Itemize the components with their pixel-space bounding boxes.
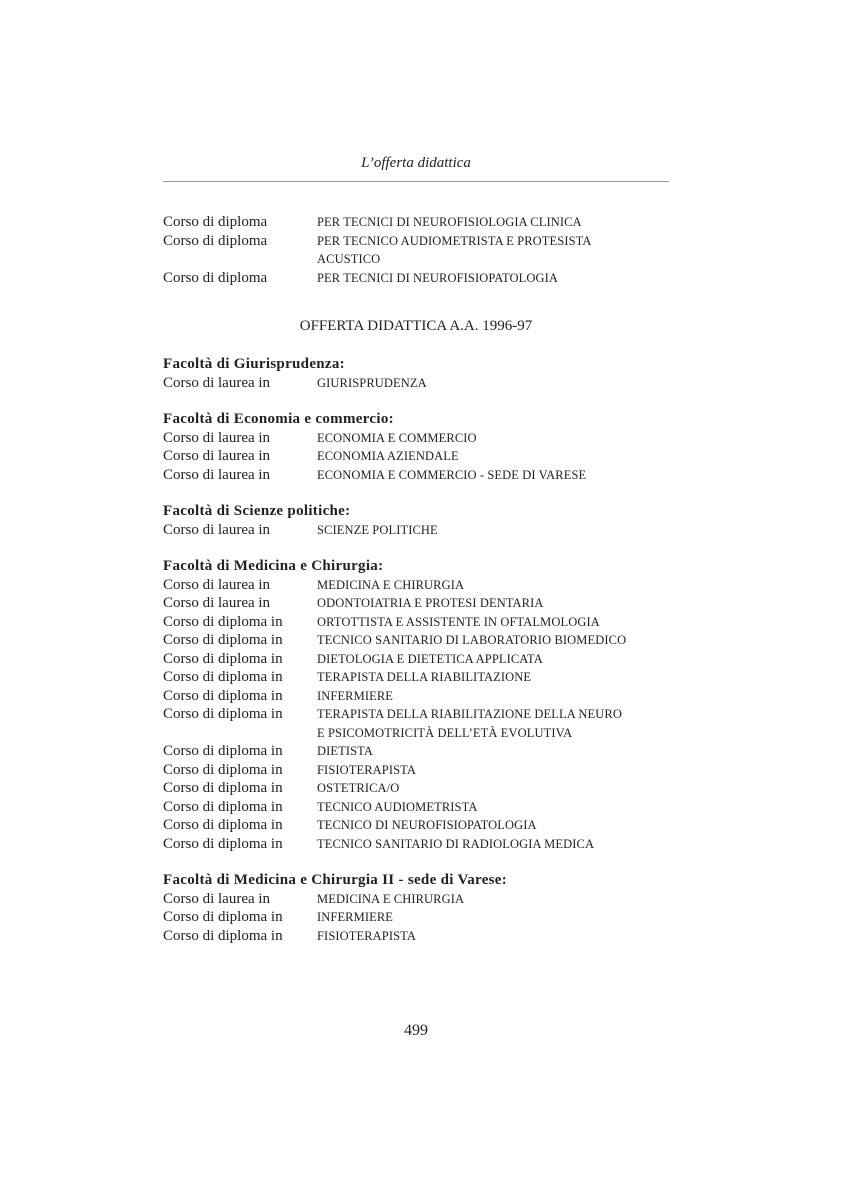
course-type-label: Corso di diploma <box>163 269 268 286</box>
course-name: TECNICO DI NEUROFISIOPATOLOGIA <box>317 818 537 832</box>
course-row <box>163 232 683 251</box>
course-name: TECNICO SANITARIO DI RADIOLOGIA MEDICA <box>317 836 595 851</box>
course-type-label: Corso di diploma in <box>163 927 283 944</box>
course-name: ECONOMIA E COMMERCIO <box>317 430 477 445</box>
course-type-label <box>163 250 317 269</box>
faculty-heading: Facoltà di Economia e commercio: <box>163 411 394 427</box>
course-type-label: Corso di laurea in <box>163 595 271 611</box>
course-type-label: Corso di diploma in <box>163 613 283 630</box>
course-name: ODONTOIATRIA E PROTESI DENTARIA <box>317 596 544 610</box>
course-name: FISIOTERAPISTA <box>317 928 417 943</box>
course-type-label: Corso di laurea in <box>163 429 271 446</box>
course-row <box>163 429 683 448</box>
course-type-label: Corso di diploma in <box>163 780 283 796</box>
course-row <box>163 613 683 632</box>
course-name: GIURISPRUDENZA <box>317 375 427 390</box>
course-name: ACUSTICO <box>317 252 381 266</box>
course-row <box>163 927 683 946</box>
course-row <box>163 705 683 724</box>
course-row <box>163 447 683 466</box>
course-name: ORTOTTISTA E ASSISTENTE IN OFTALMOLOGIA <box>317 614 600 629</box>
page-number: 499 <box>404 1022 428 1039</box>
course-type-label: Corso di diploma in <box>163 650 283 667</box>
course-type-label: Corso di laurea in <box>163 466 271 483</box>
course-name: ECONOMIA E COMMERCIO - SEDE DI VARESE <box>317 467 587 482</box>
course-type-label: Corso di laurea in <box>163 374 271 391</box>
course-type-label: Corso di laurea in <box>163 448 271 464</box>
course-name: MEDICINA E CHIRURGIA <box>317 577 465 592</box>
course-name: PER TECNICO AUDIOMETRISTA E PROTESISTA <box>317 233 592 248</box>
course-row <box>163 521 683 540</box>
course-row <box>163 466 683 485</box>
page-content <box>163 213 683 945</box>
course-type-label: Corso di diploma in <box>163 687 283 704</box>
course-name: FISIOTERAPISTA <box>317 762 417 777</box>
course-type-label: Corso di laurea in <box>163 890 271 907</box>
course-row <box>163 668 683 687</box>
course-row <box>163 908 683 927</box>
faculty-heading: Facoltà di Medicina e Chirurgia II - sede di Varese: <box>163 872 508 888</box>
faculty-heading: Facoltà di Scienze politiche: <box>163 503 351 519</box>
course-name: TERAPISTA DELLA RIABILITAZIONE <box>317 670 532 684</box>
course-row <box>163 250 683 269</box>
course-name: INFERMIERE <box>317 688 393 703</box>
course-row <box>163 890 683 909</box>
course-type-label: Corso di diploma in <box>163 909 283 925</box>
faculty-block <box>163 355 683 392</box>
course-row <box>163 816 683 835</box>
faculty-block <box>163 871 683 945</box>
course-type-label: Corso di diploma in <box>163 669 283 685</box>
course-name: TERAPISTA DELLA RIABILITAZIONE DELLA NEURO <box>317 707 622 721</box>
course-type-label: Corso di laurea in <box>163 576 271 593</box>
course-type-label: Corso di laurea in <box>163 521 271 538</box>
course-name: MEDICINA E CHIRURGIA <box>317 891 465 906</box>
course-type-label: Corso di diploma <box>163 232 268 249</box>
faculty-heading: Facoltà di Giurisprudenza: <box>163 356 345 372</box>
course-name: DIETISTA <box>317 744 374 758</box>
course-type-label: Corso di diploma in <box>163 743 283 759</box>
course-name: DIETOLOGIA E DIETETICA APPLICATA <box>317 651 543 666</box>
course-name: ECONOMIA AZIENDALE <box>317 449 459 463</box>
course-row <box>163 835 683 854</box>
course-row <box>163 742 683 761</box>
course-type-label: Corso di diploma in <box>163 761 283 778</box>
header-rule <box>163 181 669 182</box>
section-title: OFFERTA DIDATTICA A.A. 1996-97 <box>299 318 533 334</box>
course-row <box>163 631 683 650</box>
course-row <box>163 650 683 669</box>
course-type-label: Corso di diploma in <box>163 817 283 833</box>
course-type-label: Corso di diploma in <box>163 835 283 852</box>
course-row <box>163 374 683 393</box>
faculty-block <box>163 557 683 853</box>
course-row <box>163 269 683 288</box>
course-row <box>163 779 683 798</box>
course-type-label: Corso di diploma in <box>163 706 283 722</box>
course-name: TECNICO SANITARIO DI LABORATORIO BIOMEDICO <box>317 633 627 647</box>
course-row <box>163 761 683 780</box>
faculty-block <box>163 502 683 539</box>
running-head: L’offerta didattica <box>361 155 471 171</box>
course-name: OSTETRICA/O <box>317 781 400 795</box>
course-name: INFERMIERE <box>317 910 393 924</box>
course-row <box>163 576 683 595</box>
course-type-label: Corso di diploma in <box>163 798 283 815</box>
course-row <box>163 724 683 743</box>
course-name: E PSICOMOTRICITÀ DELL’ETÀ EVOLUTIVA <box>317 725 573 740</box>
course-name: TECNICO AUDIOMETRISTA <box>317 799 478 814</box>
course-type-label: Corso di diploma in <box>163 632 283 648</box>
faculty-heading: Facoltà di Medicina e Chirurgia: <box>163 558 384 574</box>
faculty-block <box>163 410 683 484</box>
course-name: PER TECNICI DI NEUROFISIOLOGIA CLINICA <box>317 215 582 229</box>
course-row <box>163 213 683 232</box>
course-type-label <box>163 724 317 743</box>
course-name: SCIENZE POLITICHE <box>317 522 438 537</box>
course-type-label: Corso di diploma <box>163 214 268 230</box>
course-row <box>163 798 683 817</box>
intro-course-list <box>163 213 683 287</box>
faculty-list <box>163 355 683 945</box>
course-row <box>163 687 683 706</box>
course-row <box>163 594 683 613</box>
course-name: PER TECNICI DI NEUROFISIOPATOLOGIA <box>317 270 559 285</box>
